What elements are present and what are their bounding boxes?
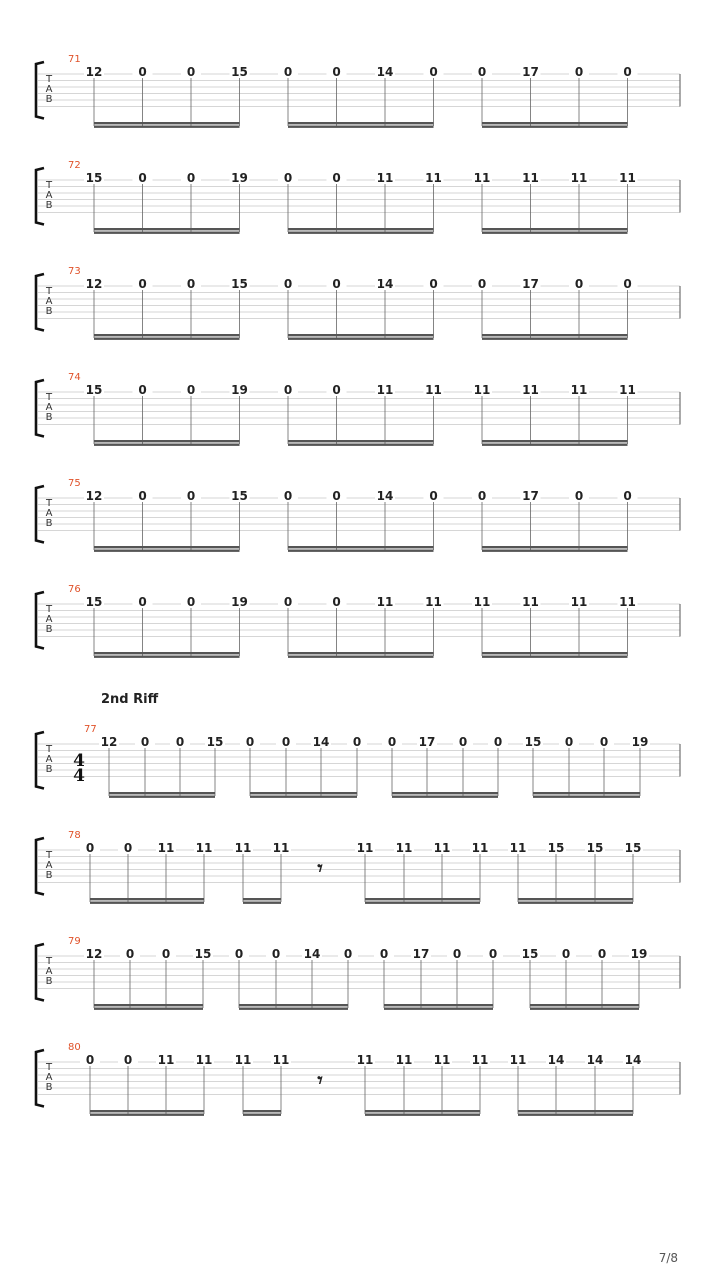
fret-number: 19 <box>631 735 649 749</box>
measure-number: 74 <box>68 372 81 383</box>
beam-primary <box>288 546 434 548</box>
fret-number: 11 <box>473 383 491 397</box>
beam-secondary <box>94 550 240 552</box>
staff-system-78 <box>36 830 680 904</box>
fret-number: 0 <box>477 277 487 291</box>
beam-primary <box>250 792 357 794</box>
measure-number: 72 <box>68 160 81 171</box>
fret-number: 11 <box>619 171 636 185</box>
fret-number: 11 <box>157 1053 175 1067</box>
beam-primary <box>288 122 434 124</box>
fret-number: 11 <box>522 171 539 185</box>
measure-number: 80 <box>68 1042 81 1053</box>
beam-secondary <box>243 902 281 904</box>
fret-number: 0 <box>574 489 584 503</box>
fret-number: 11 <box>570 383 588 397</box>
measure-number: 79 <box>68 936 81 947</box>
system-bracket <box>36 732 44 789</box>
fret-number: 19 <box>231 171 248 185</box>
fret-number: 11 <box>157 841 175 855</box>
tab-clef-letter: A <box>45 296 53 307</box>
measure-number: 78 <box>68 830 81 841</box>
system-bracket <box>36 944 44 1001</box>
tab-clef-letter: B <box>45 870 53 881</box>
beam-primary <box>94 122 240 124</box>
beam-primary <box>482 652 628 654</box>
fret-number: 11 <box>234 1053 252 1067</box>
fret-number: 11 <box>234 841 252 855</box>
beam-primary <box>518 1110 633 1112</box>
fret-number: 15 <box>231 65 248 79</box>
fret-number: 11 <box>522 595 539 609</box>
fret-number: 0 <box>597 947 607 961</box>
fret-number: 19 <box>630 947 648 961</box>
fret-number: 17 <box>522 489 539 503</box>
fret-number: 15 <box>524 735 542 749</box>
fret-number: 14 <box>547 1053 565 1067</box>
fret-number: 11 <box>570 171 588 185</box>
fret-number: 15 <box>85 171 103 185</box>
fret-number: 11 <box>376 171 394 185</box>
tab-clef-letter: B <box>45 94 53 105</box>
tab-clef-letter: B <box>45 200 53 211</box>
fret-number: 14 <box>376 277 394 291</box>
fret-number: 0 <box>161 947 171 961</box>
fret-number: 0 <box>186 489 196 503</box>
fret-number: 11 <box>425 595 442 609</box>
beam-secondary <box>90 1114 204 1116</box>
beam-primary <box>94 440 240 442</box>
fret-number: 11 <box>522 383 539 397</box>
beam-secondary <box>94 1008 203 1010</box>
fret-number: 0 <box>283 65 293 79</box>
staff-system-74 <box>36 372 680 446</box>
fret-number: 17 <box>412 947 430 961</box>
fret-number: 15 <box>624 841 642 855</box>
beam-primary <box>482 334 628 336</box>
beam-secondary <box>365 902 480 904</box>
time-signature-top: 4 <box>73 751 85 771</box>
beam-secondary <box>288 232 434 234</box>
fret-number: 11 <box>471 841 489 855</box>
beam-secondary <box>392 796 498 798</box>
fret-number: 0 <box>271 947 281 961</box>
fret-number: 14 <box>624 1053 642 1067</box>
fret-number: 17 <box>522 277 539 291</box>
eighth-rest: 𝄾 <box>317 1068 323 1092</box>
fret-number: 0 <box>477 489 487 503</box>
beam-primary <box>392 792 498 794</box>
fret-number: 11 <box>272 1053 290 1067</box>
fret-number: 0 <box>379 947 389 961</box>
fret-number: 0 <box>186 277 196 291</box>
fret-number: 14 <box>586 1053 604 1067</box>
beam-secondary <box>482 656 628 658</box>
tab-clef-letter: T <box>45 1062 53 1073</box>
tab-clef-letter: A <box>45 402 53 413</box>
fret-number: 11 <box>356 1053 374 1067</box>
measure-number: 71 <box>68 54 81 65</box>
beam-primary <box>365 898 480 900</box>
fret-number: 15 <box>547 841 565 855</box>
fret-number: 0 <box>138 489 147 503</box>
fret-number: 0 <box>123 841 133 855</box>
fret-number: 11 <box>425 383 442 397</box>
fret-number: 15 <box>586 841 604 855</box>
staff-system-79 <box>36 936 680 1010</box>
fret-number: 15 <box>231 277 248 291</box>
fret-number: 12 <box>85 277 103 291</box>
fret-number: 0 <box>85 1053 95 1067</box>
fret-number: 0 <box>186 171 196 185</box>
tab-clef-letter: T <box>45 180 53 191</box>
fret-number: 19 <box>231 595 248 609</box>
fret-number: 15 <box>231 489 248 503</box>
fret-number: 11 <box>471 1053 489 1067</box>
beam-primary <box>94 334 240 336</box>
fret-number: 0 <box>429 277 438 291</box>
beam-secondary <box>288 338 434 340</box>
beam-secondary <box>482 126 628 128</box>
fret-number: 0 <box>452 947 462 961</box>
tab-clef-letter: B <box>45 976 53 987</box>
tab-clef-letter: A <box>45 860 53 871</box>
beam-primary <box>94 1004 203 1006</box>
fret-number: 0 <box>138 65 147 79</box>
fret-number: 15 <box>85 595 103 609</box>
fret-number: 11 <box>425 171 442 185</box>
beam-secondary <box>288 550 434 552</box>
fret-number: 0 <box>283 171 293 185</box>
fret-number: 11 <box>570 595 588 609</box>
fret-number: 17 <box>522 65 539 79</box>
tab-clef-letter: T <box>45 956 53 967</box>
fret-number: 12 <box>85 489 103 503</box>
tab-clef-letter: B <box>45 624 53 635</box>
fret-number: 15 <box>85 383 103 397</box>
fret-number: 0 <box>488 947 498 961</box>
fret-number: 0 <box>332 65 341 79</box>
tab-clef-letter: B <box>45 518 53 529</box>
fret-number: 11 <box>509 841 527 855</box>
staff-system-80 <box>36 1042 680 1116</box>
beam-secondary <box>94 232 240 234</box>
fret-number: 0 <box>429 489 438 503</box>
system-bracket <box>36 274 44 331</box>
beam-secondary <box>482 550 628 552</box>
fret-number: 0 <box>623 277 632 291</box>
fret-number: 0 <box>281 735 291 749</box>
beam-secondary <box>90 902 204 904</box>
fret-number: 0 <box>574 65 584 79</box>
fret-number: 0 <box>352 735 362 749</box>
fret-number: 11 <box>272 841 290 855</box>
tab-clef-letter: T <box>45 392 53 403</box>
fret-number: 0 <box>85 841 95 855</box>
beam-secondary <box>109 796 215 798</box>
beam-secondary <box>384 1008 493 1010</box>
tab-clef-letter: T <box>45 850 53 861</box>
beam-primary <box>288 334 434 336</box>
fret-number: 11 <box>195 1053 213 1067</box>
fret-number: 15 <box>206 735 224 749</box>
beam-primary <box>90 898 204 900</box>
beam-primary <box>94 652 240 654</box>
fret-number: 14 <box>312 735 330 749</box>
fret-number: 0 <box>332 383 341 397</box>
fret-number: 0 <box>186 383 196 397</box>
fret-number: 11 <box>473 171 491 185</box>
fret-number: 0 <box>429 65 438 79</box>
beam-secondary <box>530 1008 639 1010</box>
fret-number: 0 <box>140 735 150 749</box>
beam-primary <box>94 546 240 548</box>
beam-primary <box>518 898 633 900</box>
fret-number: 0 <box>332 171 341 185</box>
fret-number: 0 <box>138 171 147 185</box>
beam-secondary <box>482 338 628 340</box>
beam-secondary <box>243 1114 281 1116</box>
staff-system-75 <box>36 478 680 552</box>
beam-secondary <box>94 338 240 340</box>
tab-clef-letter: A <box>45 966 53 977</box>
fret-number: 11 <box>509 1053 527 1067</box>
tab-clef-letter: A <box>45 84 53 95</box>
tab-clef-letter: A <box>45 1072 53 1083</box>
fret-number: 11 <box>433 841 451 855</box>
fret-number: 0 <box>477 65 487 79</box>
tab-clef-letter: B <box>45 1082 53 1093</box>
fret-number: 11 <box>376 383 394 397</box>
fret-number: 11 <box>473 595 491 609</box>
fret-number: 0 <box>123 1053 133 1067</box>
beam-primary <box>243 1110 281 1112</box>
section-label: 2nd Riff <box>101 692 159 707</box>
fret-number: 12 <box>85 65 103 79</box>
fret-number: 0 <box>332 277 341 291</box>
system-bracket <box>36 592 44 649</box>
beam-primary <box>482 228 628 230</box>
staff-system-72 <box>36 160 680 234</box>
system-bracket <box>36 1050 44 1107</box>
system-bracket <box>36 380 44 437</box>
eighth-rest: 𝄾 <box>317 856 323 880</box>
beam-primary <box>94 228 240 230</box>
fret-number: 0 <box>234 947 244 961</box>
fret-number: 11 <box>376 595 394 609</box>
system-bracket <box>36 168 44 225</box>
beam-secondary <box>365 1114 480 1116</box>
fret-number: 0 <box>599 735 609 749</box>
measure-number: 75 <box>68 478 81 489</box>
beam-primary <box>288 652 434 654</box>
beam-secondary <box>288 444 434 446</box>
fret-number: 15 <box>194 947 212 961</box>
tab-clef-letter: A <box>45 754 53 765</box>
beam-primary <box>288 440 434 442</box>
beam-secondary <box>239 1008 348 1010</box>
staff-system-73 <box>36 266 680 340</box>
page-indicator: 7/8 <box>658 1251 678 1265</box>
beam-primary <box>365 1110 480 1112</box>
fret-number: 0 <box>138 277 147 291</box>
beam-secondary <box>288 126 434 128</box>
beam-primary <box>239 1004 348 1006</box>
tab-clef-letter: T <box>45 744 53 755</box>
tab-clef-letter: T <box>45 498 53 509</box>
tab-clef-letter: T <box>45 74 53 85</box>
staff-system-77 <box>36 724 680 798</box>
time-signature-bottom: 4 <box>73 766 85 786</box>
fret-number: 14 <box>376 489 394 503</box>
tab-clef-letter: A <box>45 508 53 519</box>
fret-number: 0 <box>343 947 353 961</box>
fret-number: 0 <box>458 735 468 749</box>
beam-primary <box>533 792 640 794</box>
measure-number: 76 <box>68 584 81 595</box>
fret-number: 0 <box>186 65 196 79</box>
beam-secondary <box>94 444 240 446</box>
fret-number: 0 <box>283 595 293 609</box>
fret-number: 0 <box>245 735 255 749</box>
fret-number: 0 <box>493 735 503 749</box>
measure-number: 73 <box>68 266 81 277</box>
fret-number: 15 <box>521 947 539 961</box>
measure-number: 77 <box>84 724 97 735</box>
fret-number: 0 <box>623 65 632 79</box>
system-bracket <box>36 62 44 119</box>
fret-number: 0 <box>283 277 293 291</box>
tab-clef-letter: B <box>45 412 53 423</box>
fret-number: 14 <box>376 65 394 79</box>
tab-clef-letter: T <box>45 286 53 297</box>
beam-secondary <box>94 126 240 128</box>
fret-number: 19 <box>231 383 248 397</box>
fret-number: 12 <box>85 947 103 961</box>
fret-number: 0 <box>283 383 293 397</box>
beam-primary <box>243 898 281 900</box>
fret-number: 0 <box>387 735 397 749</box>
staff-system-76 <box>36 584 680 658</box>
fret-number: 11 <box>395 1053 413 1067</box>
fret-number: 11 <box>433 1053 451 1067</box>
fret-number: 11 <box>619 383 636 397</box>
tab-clef-letter: A <box>45 190 53 201</box>
beam-primary <box>288 228 434 230</box>
beam-primary <box>109 792 215 794</box>
beam-secondary <box>250 796 357 798</box>
staff-system-71 <box>36 54 680 128</box>
beam-primary <box>530 1004 639 1006</box>
beam-secondary <box>482 444 628 446</box>
fret-number: 0 <box>564 735 574 749</box>
fret-number: 0 <box>125 947 135 961</box>
beam-secondary <box>533 796 640 798</box>
fret-number: 0 <box>332 595 341 609</box>
fret-number: 0 <box>175 735 185 749</box>
tab-clef-letter: B <box>45 306 53 317</box>
fret-number: 0 <box>561 947 571 961</box>
fret-number: 12 <box>100 735 118 749</box>
beam-secondary <box>288 656 434 658</box>
fret-number: 0 <box>623 489 632 503</box>
system-bracket <box>36 838 44 895</box>
fret-number: 0 <box>138 595 147 609</box>
beam-secondary <box>518 902 633 904</box>
beam-primary <box>482 440 628 442</box>
fret-number: 11 <box>395 841 413 855</box>
beam-secondary <box>482 232 628 234</box>
fret-number: 17 <box>418 735 436 749</box>
fret-number: 11 <box>195 841 213 855</box>
fret-number: 11 <box>356 841 374 855</box>
system-bracket <box>36 486 44 543</box>
beam-primary <box>482 122 628 124</box>
fret-number: 0 <box>138 383 147 397</box>
tab-clef-letter: A <box>45 614 53 625</box>
fret-number: 0 <box>332 489 341 503</box>
fret-number: 0 <box>186 595 196 609</box>
fret-number: 14 <box>303 947 321 961</box>
beam-primary <box>482 546 628 548</box>
tab-clef-letter: T <box>45 604 53 615</box>
tab-clef-letter: B <box>45 764 53 775</box>
beam-primary <box>90 1110 204 1112</box>
beam-secondary <box>518 1114 633 1116</box>
fret-number: 11 <box>619 595 636 609</box>
beam-primary <box>384 1004 493 1006</box>
fret-number: 0 <box>283 489 293 503</box>
fret-number: 0 <box>574 277 584 291</box>
beam-secondary <box>94 656 240 658</box>
